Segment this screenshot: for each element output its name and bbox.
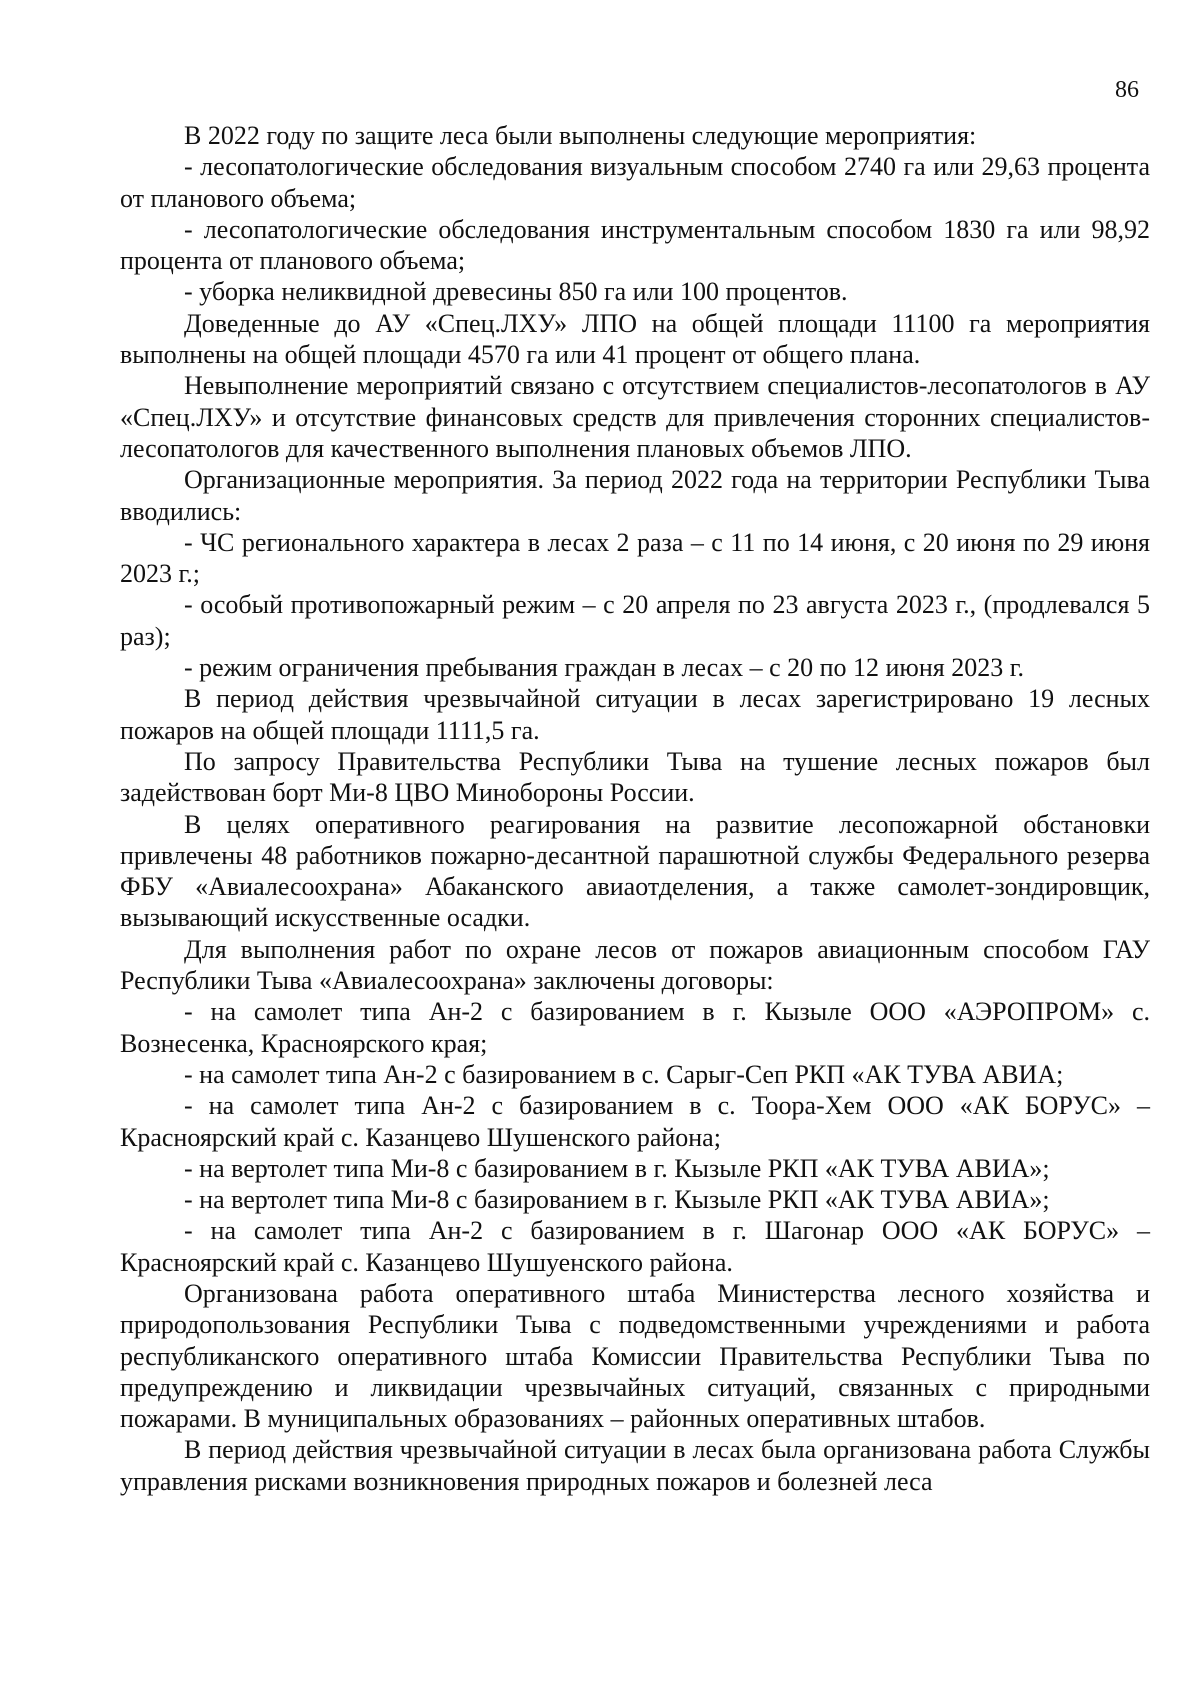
- paragraph: - на самолет типа Ан-2 с базированием в г. Кызыле ООО «АЭРОПРОМ» с. Вознесенка, Красноярского края;: [120, 997, 1150, 1058]
- paragraph: - режим ограничения пребывания граждан в лесах – с 20 по 12 июня 2023 г.: [184, 653, 1024, 683]
- paragraph: По запросу Правительства Республики Тыва на тушение лесных пожаров был задействован борт Ми-8 ЦВО Минобороны России.: [120, 746, 1150, 808]
- paragraph: - уборка неликвидной древесины 850 га или 100 процентов.: [184, 277, 848, 307]
- paragraph: В целях оперативного реагирования на развитие лесопожарной обстановки привлечены 48 работников пожарно-десантной парашютной службы Федерального резерва ФБУ «Авиалесоохрана» Абаканского авиаотделения, а также самолет-зондировщик, вызывающий искусственные осадки.: [120, 809, 1150, 933]
- paragraph: - на вертолет типа Ми-8 с базированием в г. Кызыле РКП «АК ТУВА АВИА»;: [184, 1185, 1050, 1215]
- paragraph: Невыполнение мероприятий связано с отсутствием специалистов-лесопатологов в АУ «Спец.ЛХУ» и отсутствие финансовых средств для привлечения сторонних специалистов-лесопатологов для качественного выполнения плановых объемов ЛПО.: [120, 371, 1150, 463]
- paragraph: Организована работа оперативного штаба Министерства лесного хозяйства и природопользования Республики Тыва с подведомственными учреждениями и работа республиканского оперативного штаба Комиссии Правительства Республики Тыва по предупреждению и ликвидации чрезвычайных ситуаций, связанных с природными пожарами. В муниципальных образованиях – районных оперативных штабов.: [120, 1278, 1150, 1434]
- paragraph: - лесопатологические обследования визуальным способом 2740 га или 29,63 процента от планового объема;: [120, 152, 1150, 213]
- paragraph: - на самолет типа Ан-2 с базированием в с. Сарыг-Сеп РКП «АК ТУВА АВИА;: [184, 1059, 1064, 1089]
- paragraph: В период действия чрезвычайной ситуации в лесах зарегистрировано 19 лесных пожаров на общей площади 1111,5 га.: [120, 684, 1150, 745]
- paragraph: Доведенные до АУ «Спец.ЛХУ» ЛПО на общей площади 11100 га мероприятия выполнены на общей площади 4570 га или 41 процент от общего плана.: [120, 308, 1150, 370]
- paragraph: В 2022 году по защите леса были выполнены следующие мероприятия:: [184, 121, 977, 150]
- paragraph: Организационные мероприятия. За период 2022 года на территории Республики Тыва вводились:: [120, 465, 1150, 526]
- body-text: [120, 120, 1150, 1497]
- page-number: 86: [1115, 77, 1139, 103]
- paragraph: - на самолет типа Ан-2 с базированием в г. Шагонар ООО «АК БОРУС» – Красноярский край с. Казанцево Шушуенского района.: [120, 1216, 1150, 1277]
- paragraph: - ЧС регионального характера в лесах 2 раза – с 11 по 14 июня, с 20 июня по 29 июня 2023 г.;: [120, 527, 1150, 589]
- paragraph: - особый противопожарный режим – с 20 апреля по 23 августа 2023 г., (продлевался 5 раз);: [120, 590, 1150, 651]
- paragraph: В период действия чрезвычайной ситуации в лесах была организована работа Службы управления рисками возникновения природных пожаров и болезней леса: [120, 1435, 1150, 1496]
- paragraph: - на вертолет типа Ми-8 с базированием в г. Кызыле РКП «АК ТУВА АВИА»;: [184, 1153, 1050, 1183]
- paragraph: Для выполнения работ по охране лесов от пожаров авиационным способом ГАУ Республики Тыва «Авиалесоохрана» заключены договоры:: [120, 934, 1150, 996]
- paragraph: - лесопатологические обследования инструментальным способом 1830 га или 98,92 процента от планового объема;: [120, 214, 1150, 276]
- paragraph: - на самолет типа Ан-2 с базированием в с. Тоора-Хем ООО «АК БОРУС» – Красноярский край с. Казанцево Шушенского района;: [120, 1091, 1150, 1152]
